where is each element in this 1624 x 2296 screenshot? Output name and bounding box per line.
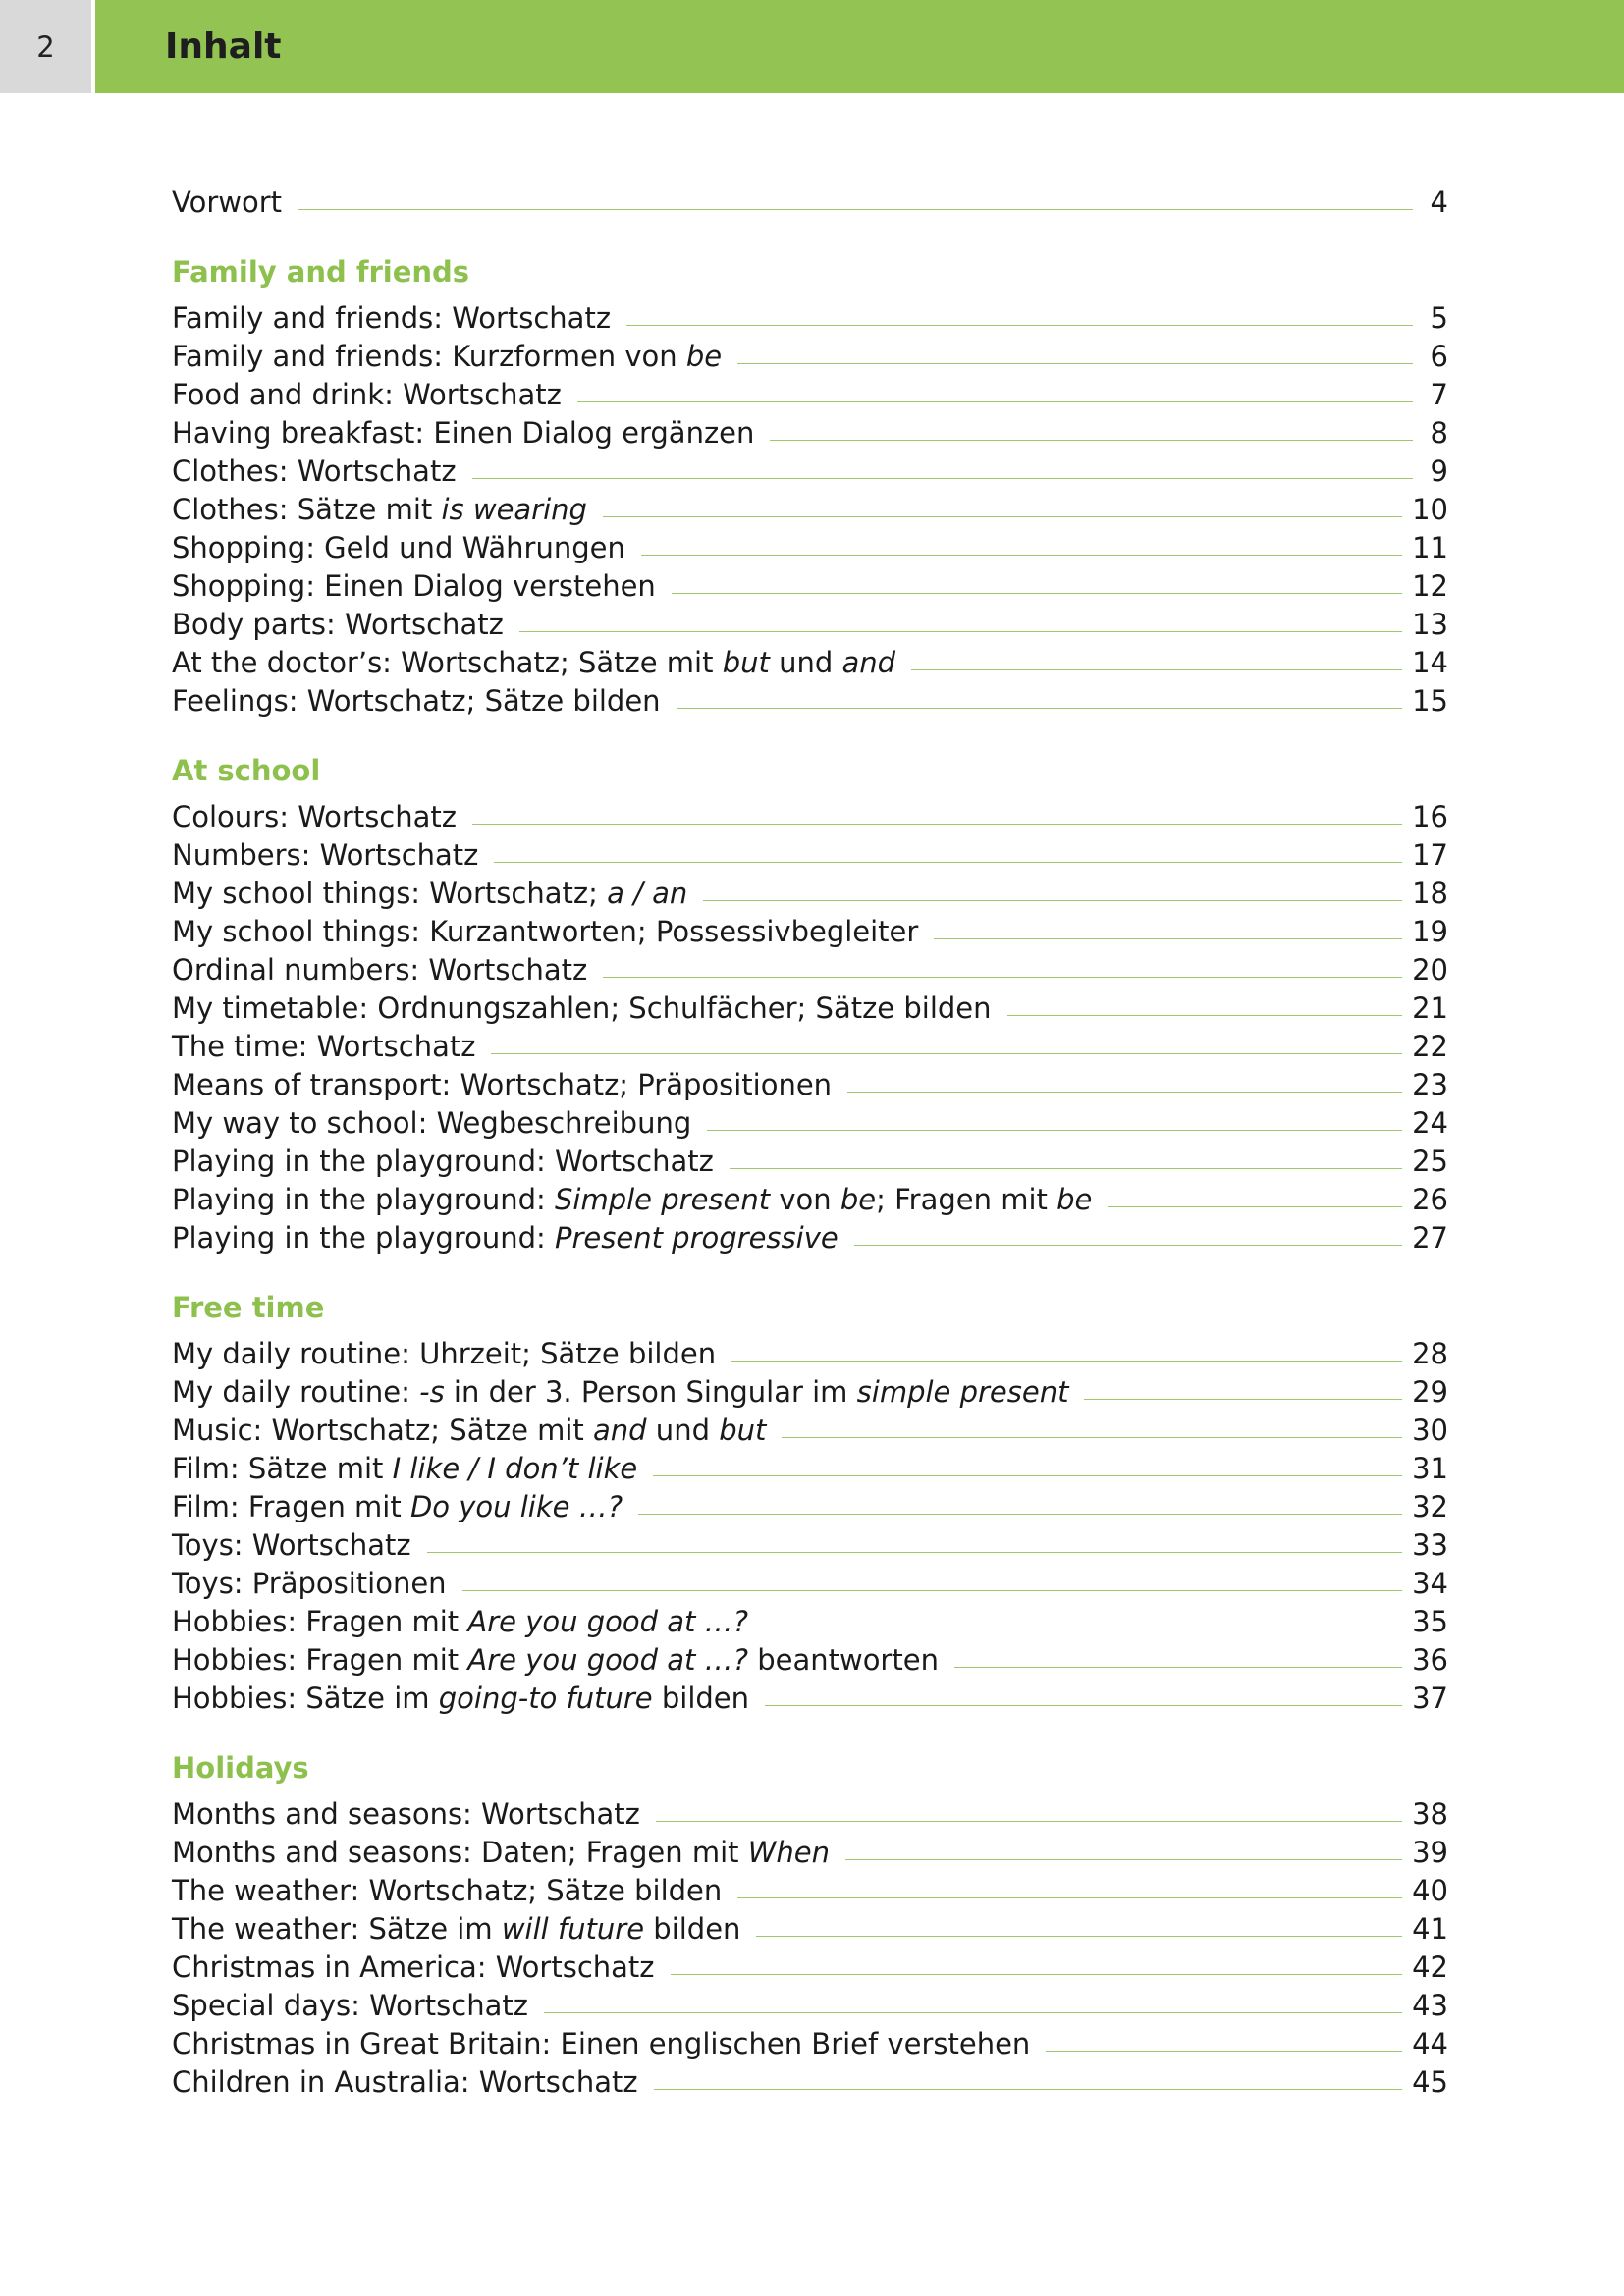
toc-entry [172, 913, 1448, 951]
toc-entry [172, 1104, 1448, 1143]
toc-leader-line [472, 824, 1402, 825]
toc-entry-page: 21 [1412, 991, 1448, 1025]
toc-entry-page: 36 [1412, 1643, 1448, 1677]
toc-entry-page: 15 [1412, 684, 1448, 718]
toc-entry-title-text: My daily routine: Uhrzeit; Sätze bilden [172, 1337, 717, 1370]
toc-entry-title [172, 1450, 637, 1488]
toc-entry-title [172, 529, 625, 567]
toc-entry [172, 1872, 1448, 1910]
toc-leader-line [544, 2012, 1402, 2013]
toc-entry-title-text: Christmas in America: Wortschatz [172, 1950, 655, 1984]
toc-entry-title-italic: is wearing [441, 493, 587, 526]
toc-leader-line [654, 2089, 1402, 2090]
toc-entry-title-text: in der 3. Person Singular im [444, 1375, 857, 1409]
toc-leader-line [854, 1245, 1402, 1246]
toc-entry [172, 184, 1448, 222]
toc-entry [172, 491, 1448, 529]
toc-entry-page: 6 [1430, 340, 1448, 373]
toc-entry-title-text: Feelings: Wortschatz; Sätze bilden [172, 684, 661, 718]
toc-entry-title [172, 1834, 830, 1872]
toc-entry-title [172, 1872, 722, 1910]
toc-leader-line [671, 1974, 1403, 1975]
toc-leader-line [954, 1667, 1402, 1668]
toc-entry [172, 2025, 1448, 2063]
toc-leader-line [1007, 1015, 1403, 1016]
toc-entry-title-text: Food and drink: Wortschatz [172, 378, 562, 411]
toc-entry-title-text: The time: Wortschatz [172, 1030, 476, 1063]
toc-entry-page: 40 [1412, 1874, 1448, 1907]
toc-leader-line [1108, 1206, 1402, 1207]
toc-entry [172, 606, 1448, 644]
toc-entry-title-italic: be [685, 340, 723, 373]
toc-entry-title [172, 338, 722, 376]
toc-section-heading: At school [172, 754, 321, 787]
toc-leader-line [770, 440, 1413, 441]
toc-entry [172, 644, 1448, 682]
toc-entry-title-text: My timetable: Ordnungszahlen; Schulfächer; Sätze bilden [172, 991, 992, 1025]
toc-entry-title [172, 1373, 1068, 1412]
toc-leader-line [672, 593, 1402, 594]
page-number: 2 [0, 0, 91, 93]
toc-leader-line [730, 1168, 1402, 1169]
toc-entry-title-italic: Do you like …? [409, 1490, 623, 1523]
toc-entry-title-text: Colours: Wortschatz [172, 800, 457, 833]
toc-leader-line [491, 1053, 1402, 1054]
toc-section-heading: Family and friends [172, 255, 470, 289]
toc-entry-page: 13 [1412, 608, 1448, 641]
toc-entry-title-text: At the doctor’s: Wortschatz; Sätze mit [172, 646, 723, 679]
toc-entry-title-italic: be [1056, 1183, 1093, 1216]
toc-entry-page: 45 [1412, 2065, 1448, 2099]
toc-leader-line [737, 1897, 1402, 1898]
toc-entry-title-text: Shopping: Einen Dialog verstehen [172, 569, 656, 603]
toc-entry-title-italic: Are you good at …? [467, 1643, 748, 1677]
toc-entry [172, 989, 1448, 1028]
toc-entry-title [172, 567, 656, 606]
toc-leader-line [298, 209, 1413, 210]
toc-leader-line [731, 1361, 1402, 1362]
toc-entry-title [172, 491, 587, 529]
toc-entry-title [172, 989, 992, 1028]
toc-entry-title [172, 1526, 411, 1565]
toc-entry-page: 28 [1412, 1337, 1448, 1370]
toc-entry-title [172, 1949, 655, 1987]
toc-leader-line [462, 1590, 1403, 1591]
table-of-contents [172, 184, 1448, 2102]
toc-entry [172, 529, 1448, 567]
toc-entry-page: 11 [1412, 531, 1448, 564]
toc-entry [172, 1834, 1448, 1872]
toc-entry-page: 30 [1412, 1414, 1448, 1447]
toc-entry-title [172, 1219, 839, 1257]
toc-entry-title-text: Special days: Wortschatz [172, 1989, 528, 2022]
toc-entry [172, 338, 1448, 376]
toc-entry-title [172, 1028, 475, 1066]
toc-entry-title [172, 913, 918, 951]
toc-entry [172, 2063, 1448, 2102]
toc-entry-title-text: Ordinal numbers: Wortschatz [172, 953, 588, 987]
toc-entry-title-italic: When [747, 1836, 831, 1869]
toc-entry [172, 836, 1448, 875]
toc-entry-title-text: und [646, 1414, 720, 1447]
toc-entry-page: 34 [1412, 1567, 1448, 1600]
toc-leader-line [737, 363, 1413, 364]
toc-leader-line [756, 1936, 1402, 1937]
toc-entry [172, 1526, 1448, 1565]
toc-entry [172, 1641, 1448, 1680]
toc-entry-title [172, 1680, 749, 1718]
toc-leader-line [603, 516, 1402, 517]
toc-entry-title-text: The weather: Wortschatz; Sätze bilden [172, 1874, 723, 1907]
toc-entry-title [172, 1488, 623, 1526]
toc-entry-title [172, 798, 457, 836]
toc-leader-line [472, 478, 1413, 479]
toc-entry [172, 1910, 1448, 1949]
toc-leader-line [603, 977, 1402, 978]
toc-leader-line [653, 1475, 1402, 1476]
toc-entry-title-italic: -s [419, 1375, 445, 1409]
toc-entry-title-text: bilden [644, 1912, 741, 1946]
toc-entry-title-text: Playing in the playground: [172, 1183, 555, 1216]
toc-entry-title-italic: Are you good at …? [467, 1605, 748, 1638]
toc-entry-page: 42 [1412, 1950, 1448, 1984]
toc-entry-page: 5 [1430, 301, 1448, 335]
toc-leader-line [638, 1514, 1402, 1515]
toc-entry-title [172, 836, 478, 875]
toc-entry-title-text: My school things: Kurzantworten; Possessivbegleiter [172, 915, 919, 948]
toc-entry [172, 1143, 1448, 1181]
toc-leader-line [845, 1859, 1402, 1860]
toc-entry [172, 875, 1448, 913]
toc-entry-title-italic: and [593, 1414, 647, 1447]
toc-entry [172, 1412, 1448, 1450]
toc-entry-title-text: Having breakfast: Einen Dialog ergänzen [172, 416, 755, 450]
toc-entry [172, 1603, 1448, 1641]
toc-entry [172, 1488, 1448, 1526]
toc-entry-title [172, 1795, 640, 1834]
toc-entry-title-text: Clothes: Wortschatz [172, 454, 457, 488]
toc-entry-page: 41 [1412, 1912, 1448, 1946]
toc-entry-title-text: Months and seasons: Wortschatz [172, 1797, 640, 1831]
toc-entry-title-text: Numbers: Wortschatz [172, 838, 479, 872]
toc-entry [172, 1795, 1448, 1834]
toc-entry [172, 299, 1448, 338]
toc-entry-title [172, 1910, 740, 1949]
toc-entry-title-text: von [770, 1183, 840, 1216]
toc-entry-title-text: Music: Wortschatz; Sätze mit [172, 1414, 594, 1447]
toc-entry-title-text: beantworten [747, 1643, 939, 1677]
toc-entry-title-text: Playing in the playground: Wortschatz [172, 1145, 714, 1178]
toc-entry-title [172, 682, 661, 721]
toc-entry-page: 27 [1412, 1221, 1448, 1255]
toc-leader-line [765, 1705, 1402, 1706]
toc-entry-title-text: Means of transport: Wortschatz; Präpositionen [172, 1068, 833, 1101]
toc-entry-title-text: Film: Fragen mit [172, 1490, 410, 1523]
toc-entry-title-text: The weather: Sätze im [172, 1912, 502, 1946]
toc-entry-title-text: Toys: Präpositionen [172, 1567, 447, 1600]
toc-entry-title [172, 414, 754, 453]
toc-entry [172, 1450, 1448, 1488]
toc-entry-page: 7 [1430, 378, 1448, 411]
toc-entry [172, 682, 1448, 721]
toc-entry-page: 29 [1412, 1375, 1448, 1409]
toc-entry [172, 453, 1448, 491]
toc-entry [172, 1949, 1448, 1987]
toc-entry [172, 376, 1448, 414]
toc-entry-title [172, 606, 504, 644]
toc-leader-line [677, 708, 1403, 709]
toc-entry-title-text: Hobbies: Fragen mit [172, 1643, 468, 1677]
toc-leader-line [782, 1437, 1402, 1438]
toc-entry-title [172, 1104, 691, 1143]
toc-entry-title-italic: be [839, 1183, 877, 1216]
toc-entry-title [172, 2063, 638, 2102]
toc-entry [172, 1565, 1448, 1603]
toc-entry-page: 4 [1430, 186, 1448, 219]
toc-entry-title-italic: and [841, 646, 896, 679]
toc-entry-page: 23 [1412, 1068, 1448, 1101]
toc-entry-title-italic: simple present [856, 1375, 1069, 1409]
toc-entry-page: 39 [1412, 1836, 1448, 1869]
toc-entry-page: 10 [1412, 493, 1448, 526]
toc-entry-title [172, 1143, 714, 1181]
toc-entry-title-text: My way to school: Wegbeschreibung [172, 1106, 692, 1140]
toc-entry-title [172, 644, 895, 682]
toc-entry-page: 12 [1412, 569, 1448, 603]
toc-entry-page: 35 [1412, 1605, 1448, 1638]
toc-entry-page: 22 [1412, 1030, 1448, 1063]
toc-entry-title [172, 1412, 766, 1450]
toc-entry-title-text: My daily routine: [172, 1375, 420, 1409]
toc-entry-page: 16 [1412, 800, 1448, 833]
toc-entry-page: 18 [1412, 877, 1448, 910]
toc-leader-line [1084, 1399, 1402, 1400]
toc-entry-page: 17 [1412, 838, 1448, 872]
toc-entry-title-text: Clothes: Sätze mit [172, 493, 442, 526]
toc-entry-title [172, 1987, 528, 2025]
toc-entry-page: 33 [1412, 1528, 1448, 1562]
toc-entry-page: 14 [1412, 646, 1448, 679]
toc-leader-line [494, 862, 1402, 863]
toc-entry-title-text: und [769, 646, 842, 679]
toc-entry-title-text: Toys: Wortschatz [172, 1528, 411, 1562]
toc-entry-page: 25 [1412, 1145, 1448, 1178]
toc-entry-title [172, 1641, 939, 1680]
toc-entry [172, 1181, 1448, 1219]
toc-entry-title [172, 299, 611, 338]
toc-entry-title [172, 376, 562, 414]
toc-entry-title-text: Children in Australia: Wortschatz [172, 2065, 638, 2099]
toc-entry-title-italic: but [722, 646, 770, 679]
toc-leader-line [519, 631, 1402, 632]
toc-leader-line [911, 669, 1402, 670]
toc-entry-title-italic: Simple present [555, 1183, 771, 1216]
toc-entry [172, 798, 1448, 836]
toc-entry-title [172, 2025, 1030, 2063]
toc-leader-line [847, 1092, 1402, 1093]
toc-entry-page: 24 [1412, 1106, 1448, 1140]
toc-entry-title-text: Shopping: Geld und Währungen [172, 531, 625, 564]
toc-section-heading: Holidays [172, 1751, 309, 1785]
toc-leader-line [626, 325, 1413, 326]
toc-leader-line [1046, 2051, 1402, 2052]
toc-leader-line [707, 1130, 1402, 1131]
toc-entry-page: 26 [1412, 1183, 1448, 1216]
toc-entry-title-text: Film: Sätze mit [172, 1452, 393, 1485]
toc-entry-title [172, 951, 587, 989]
toc-entry-title-text: Family and friends: Wortschatz [172, 301, 612, 335]
header-bar [95, 0, 1624, 93]
toc-entry-page: 9 [1430, 454, 1448, 488]
toc-entry-page: 20 [1412, 953, 1448, 987]
toc-entry [172, 1219, 1448, 1257]
toc-section-heading: Free time [172, 1291, 325, 1324]
toc-entry-title-text: Hobbies: Sätze im [172, 1682, 439, 1715]
toc-entry [172, 1680, 1448, 1718]
page-title: Inhalt [165, 27, 282, 67]
toc-entry-title [172, 1335, 716, 1373]
toc-entry-page: 37 [1412, 1682, 1448, 1715]
toc-entry-title-italic: but [719, 1414, 767, 1447]
toc-entry-title-text: Hobbies: Fragen mit [172, 1605, 468, 1638]
toc-entry-page: 8 [1430, 416, 1448, 450]
toc-entry-title [172, 184, 282, 222]
toc-entry-title-text: ; Fragen mit [876, 1183, 1057, 1216]
toc-entry-title-italic: will future [501, 1912, 645, 1946]
toc-leader-line [703, 900, 1402, 901]
toc-entry-page: 32 [1412, 1490, 1448, 1523]
toc-entry-page: 19 [1412, 915, 1448, 948]
toc-entry-title-text: Body parts: Wortschatz [172, 608, 504, 641]
toc-entry [172, 1066, 1448, 1104]
toc-entry-title-italic: going-to future [438, 1682, 653, 1715]
toc-entry-title-text: Playing in the playground: [172, 1221, 555, 1255]
toc-leader-line [427, 1552, 1402, 1553]
toc-entry [172, 1335, 1448, 1373]
toc-entry-title [172, 1603, 748, 1641]
toc-entry-title-italic: I like / I don’t like [392, 1452, 638, 1485]
toc-entry-title [172, 1181, 1092, 1219]
toc-entry-title [172, 1066, 832, 1104]
toc-entry-title [172, 875, 687, 913]
toc-entry-title-text: Family and friends: Kurzformen von [172, 340, 686, 373]
toc-entry-page: 44 [1412, 2027, 1448, 2060]
toc-entry-title-text: Christmas in Great Britain: Einen englischen Brief verstehen [172, 2027, 1031, 2060]
toc-entry [172, 1373, 1448, 1412]
toc-entry [172, 951, 1448, 989]
toc-entry-page: 43 [1412, 1989, 1448, 2022]
toc-entry [172, 1028, 1448, 1066]
toc-leader-line [934, 938, 1402, 939]
toc-entry-page: 38 [1412, 1797, 1448, 1831]
toc-entry [172, 1987, 1448, 2025]
toc-leader-line [656, 1821, 1402, 1822]
toc-entry-title-text: Vorwort [172, 186, 283, 219]
toc-entry-title-text: Months and seasons: Daten; Fragen mit [172, 1836, 748, 1869]
toc-entry-title-text: bilden [652, 1682, 750, 1715]
toc-entry-title [172, 453, 457, 491]
toc-leader-line [641, 555, 1402, 556]
toc-entry-title-italic: Present progressive [555, 1221, 839, 1255]
toc-entry-title-italic: a / an [607, 877, 688, 910]
toc-entry [172, 414, 1448, 453]
toc-entry-title-text: My school things: Wortschatz; [172, 877, 608, 910]
toc-entry [172, 567, 1448, 606]
toc-entry-title [172, 1565, 447, 1603]
toc-leader-line [577, 401, 1413, 402]
toc-entry-page: 31 [1412, 1452, 1448, 1485]
